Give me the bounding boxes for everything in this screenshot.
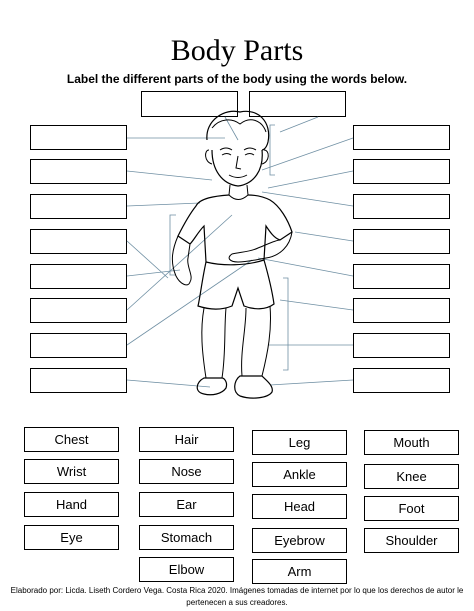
- word-nose[interactable]: Nose: [139, 459, 234, 484]
- word-foot[interactable]: Foot: [364, 496, 459, 521]
- word-elbow[interactable]: Elbow: [139, 557, 234, 582]
- word-knee[interactable]: Knee: [364, 464, 459, 489]
- footer-line-2: pertenecen a sus creadores.: [186, 598, 288, 607]
- word-chest[interactable]: Chest: [24, 427, 119, 452]
- pointer-lines: [127, 117, 353, 387]
- word-eyebrow[interactable]: Eyebrow: [252, 528, 347, 553]
- word-ankle[interactable]: Ankle: [252, 462, 347, 487]
- footer-line-1: Elaborado por: Licda. Liseth Cordero Vega. Costa Rica 2020. Imágenes tomadas de internet por lo que los derechos de autor le: [10, 586, 464, 595]
- word-ear[interactable]: Ear: [139, 492, 234, 517]
- word-stomach[interactable]: Stomach: [139, 525, 234, 550]
- word-shoulder[interactable]: Shoulder: [364, 528, 459, 553]
- word-hair[interactable]: Hair: [139, 427, 234, 452]
- worksheet-title: Body Parts: [170, 34, 304, 67]
- word-hand[interactable]: Hand: [24, 492, 119, 517]
- footer-credits: [0, 585, 474, 609]
- word-wrist[interactable]: Wrist: [24, 459, 119, 484]
- worksheet-instruction: Label the different parts of the body using the words below.: [66, 72, 408, 86]
- word-eye[interactable]: Eye: [24, 525, 119, 550]
- word-mouth[interactable]: Mouth: [364, 430, 459, 455]
- word-head[interactable]: Head: [252, 494, 347, 519]
- word-arm[interactable]: Arm: [252, 559, 347, 584]
- word-leg[interactable]: Leg: [252, 430, 347, 455]
